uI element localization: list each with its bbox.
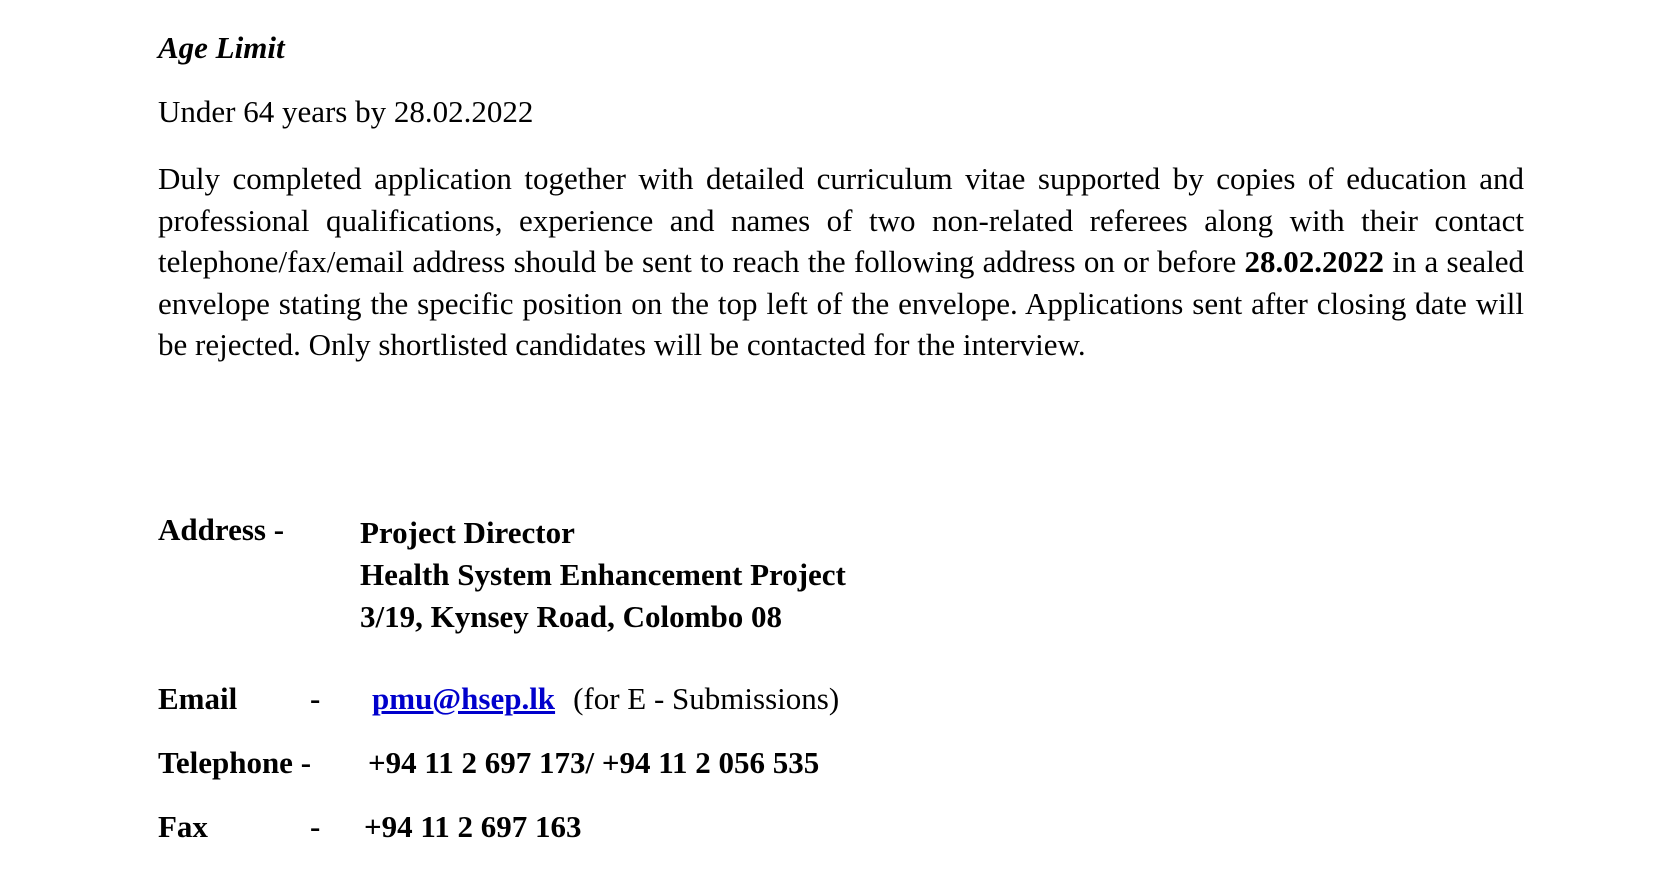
email-value bbox=[372, 681, 839, 717]
email-link[interactable]: pmu@hsep.lk bbox=[372, 681, 556, 716]
instructions-part1: Duly completed application together with detailed curriculum vitae supported by copies of education and professional qualifications, experience and names of two non-related referees along with their contact telephone/fax/email address should be sent to reach the following address on or before bbox=[158, 161, 1524, 280]
address-line-1: Project Director bbox=[360, 515, 575, 550]
address-line-2: Health System Enhancement Project bbox=[360, 557, 846, 592]
email-dash: - bbox=[310, 681, 321, 716]
telephone-label: Telephone - bbox=[158, 745, 312, 780]
address-lines bbox=[360, 512, 846, 638]
telephone-value: +94 11 2 697 173/ +94 11 2 056 535 bbox=[368, 745, 820, 780]
address-label: Address - bbox=[158, 512, 285, 547]
age-limit-heading: Age Limit bbox=[158, 30, 285, 65]
email-label: Email bbox=[158, 681, 238, 716]
address-line-3: 3/19, Kynsey Road, Colombo 08 bbox=[360, 599, 782, 634]
fax-value: +94 11 2 697 163 bbox=[364, 809, 582, 844]
deadline-date: 28.02.2022 bbox=[1244, 244, 1384, 280]
fax-dash: - bbox=[310, 809, 321, 844]
application-instructions bbox=[158, 158, 1524, 366]
fax-label: Fax bbox=[158, 809, 208, 844]
instructions-part2: in a sealed envelope stating the specific position on the top left of the envelope. Applications sent after closing date will be rejected. Only shortlisted candidates will be contacted for the interview. bbox=[158, 244, 1524, 363]
email-note: (for E - Submissions) bbox=[573, 681, 840, 716]
age-limit-text: Under 64 years by 28.02.2022 bbox=[158, 94, 534, 129]
